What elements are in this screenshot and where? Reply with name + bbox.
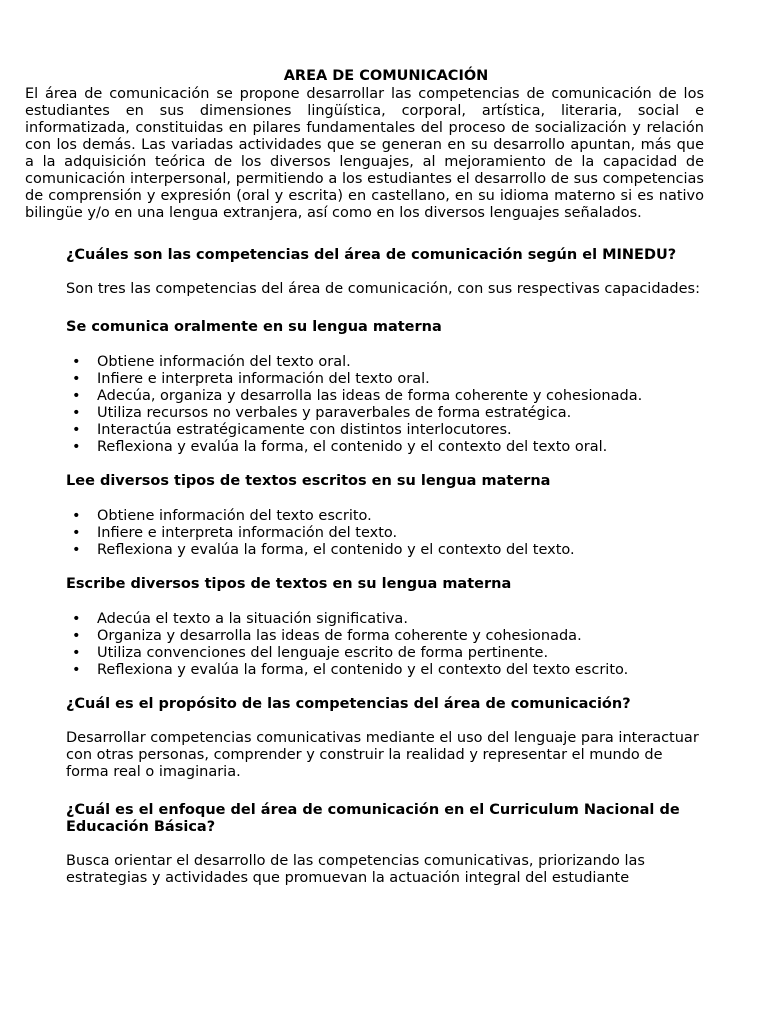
question-approach-heading: ¿Cuál es el enfoque del área de comunicación en el Curriculum Nacional de Educación Básica? [66, 802, 680, 835]
list-item: • Organiza y desarrolla las ideas de forma coherente y cohesionada. [66, 628, 706, 645]
list-item: • Utiliza convenciones del lenguaje escrito de forma pertinente. [66, 645, 706, 662]
list-item: • Reflexiona y evalúa la forma, el contenido y el contexto del texto. [66, 542, 706, 559]
list-item: • Adecúa el texto a la situación significativa. [66, 611, 706, 628]
competency-list-oral [66, 354, 706, 456]
question-competencies-heading: ¿Cuáles son las competencias del área de comunicación según el MINEDU? [66, 247, 677, 263]
document-title: AREA DE COMUNICACIÓN [283, 68, 489, 84]
answer-competencies-paragraph: Son tres las competencias del área de comunicación, con sus respectivas capacidades: [66, 281, 700, 297]
list-item: • Reflexiona y evalúa la forma, el contenido y el contexto del texto oral. [66, 439, 706, 456]
answer-purpose-paragraph: Desarrollar competencias comunicativas mediante el uso del lenguaje para interactuar con otras personas, comprender y construir la realidad y representar el mundo de forma real o imaginaria. [66, 730, 699, 780]
competency-heading-oral: Se comunica oralmente en su lengua materna [66, 319, 442, 335]
list-item: • Reflexiona y evalúa la forma, el contenido y el contexto del texto escrito. [66, 662, 706, 679]
competency-heading-writing: Escribe diversos tipos de textos en su lengua materna [66, 576, 512, 592]
competency-heading-reading: Lee diversos tipos de textos escritos en su lengua materna [66, 473, 551, 489]
document-body [66, 247, 706, 887]
answer-approach-paragraph: Busca orientar el desarrollo de las competencias comunicativas, priorizando las estrategias y actividades que promuevan la actuación integral del estudiante [66, 853, 645, 886]
list-item: • Utiliza recursos no verbales y paraverbales de forma estratégica. [66, 405, 706, 422]
question-purpose-heading: ¿Cuál es el propósito de las competencias del área de comunicación? [66, 696, 631, 712]
list-item: • Infiere e interpreta información del texto oral. [66, 371, 706, 388]
competency-list-writing [66, 611, 706, 679]
competency-list-reading [66, 508, 706, 559]
list-item: • Obtiene información del texto oral. [66, 354, 706, 371]
list-item: • Adecúa, organiza y desarrolla las ideas de forma coherente y cohesionada. [66, 388, 706, 405]
list-item: • Infiere e interpreta información del texto. [66, 525, 706, 542]
list-item: • Obtiene información del texto escrito. [66, 508, 706, 525]
list-item: • Interactúa estratégicamente con distintos interlocutores. [66, 422, 706, 439]
intro-paragraph: El área de comunicación se propone desarrollar las competencias de comunicación de los estudiantes en sus dimensiones lingüística, corporal, artística, literaria, social e informatizada, constituidas en pilares fundamentales del proceso de socialización y relación con los demás. Las variadas actividades que se generan en su desarrollo apuntan, más que a la adquisición teórica de los diversos lenguajes, al mejoramiento de la capacidad de comunicación interpersonal, permitiendo a los estudiantes el desarrollo de sus competencias de comprensión y expresión (oral y escrita) en castellano, en su idioma materno si es nativo bilingüe y/o en una lengua extranjera, así como en los diversos lenguajes señalados. [25, 86, 704, 221]
